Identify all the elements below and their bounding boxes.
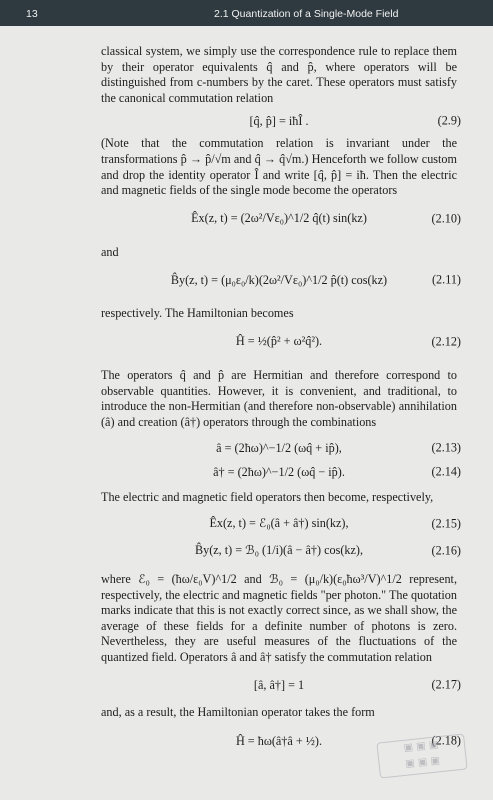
equation-2-11 [101,260,461,300]
equation-2-17-expr: [â, â†] = 1 [253,677,305,692]
equation-2-12-number: (2.12) [431,334,461,349]
equation-2-14-expr: â† = (2ħω)^−1/2 (ωq̂ − ip̂). [213,464,345,479]
equation-2-15-number: (2.15) [431,516,461,531]
equation-2-10-expr: Êx(z, t) = (2ω²/Vε₀)^1/2 q̂(t) sin(kz) [191,211,367,226]
equation-2-12 [101,322,461,362]
equation-2-11-number: (2.11) [432,272,461,287]
paragraph-2: (Note that the commutation relation is invariant under the transformations p̂ → p̂/√m and q̂ → q̂√m.) Henceforth we follow custom and drop the identity operator Î and write [q̂, p̂] = iħ. Then the electric and magnetic fields of the single mode become the operators [101,136,457,198]
paragraph-4: respectively. The Hamiltonian becomes [101,306,294,321]
page-number: 13 [26,8,38,20]
equation-2-10-number: (2.10) [431,211,461,226]
equation-2-9 [101,106,461,136]
watermark-stamp: ▣ ▣ ▣ ▣ ▣ ▣ [376,733,467,778]
equation-2-9-expr: [q̂, p̂] = iħÎ . [249,113,309,128]
paragraph-5: The operators q̂ and p̂ are Hermitian and therefore correspond to observable quantities. However, it is convenient, and traditional, to introduce the non-Hermitian (and therefore non-observable) annihilation (â) and creation (â†) operators through the combinations [101,367,457,429]
equation-2-14 [101,460,461,484]
equation-2-16-expr: B̂y(z, t) = ℬ₀ (1/i)(â − â†) cos(kz), [194,543,363,558]
paragraph-7: where ℰ₀ = (ħω/ε₀V)^1/2 and ℬ₀ = (μ₀/k)(ε₀ħω³/V)^1/2 represent, respectively, the electric and magnetic fields "per photon." The quotation marks indicate that this is not exactly correct since, as we shall show, the average of these fields for a definite number of photons is zero. Nevertheless, they are useful measures of the fluctuations of the quantized field. Operators â and â† satisfy the commutation relation [101,571,457,664]
equation-2-17 [101,665,461,705]
equation-2-13-number: (2.13) [431,440,461,455]
paragraph-8: and, as a result, the Hamiltonian operator takes the form [101,705,375,720]
equation-2-13 [101,436,461,460]
equation-2-17-number: (2.17) [431,677,461,692]
equation-2-16-number: (2.16) [431,543,461,558]
paragraph-1: classical system, we simply use the correspondence rule to replace them by their operator equivalents q̂ and p̂, where operators will be distinguished from c-numbers by the caret. These operators must satisfy the canonical commutation relation [101,44,457,105]
equation-2-9-number: (2.9) [437,113,461,128]
page-header [0,0,493,26]
paragraph-3: and [101,244,119,259]
equation-2-18-number: (2.18) [431,733,461,748]
section-title: 2.1 Quantization of a Single-Mode Field [214,8,399,20]
equation-2-10 [101,199,461,239]
equation-2-18-expr: Ĥ = ħω(â†â + ½). [235,733,323,748]
equation-2-15 [101,512,461,536]
equation-2-13-expr: â = (2ħω)^−1/2 (ωq̂ + ip̂), [216,440,342,455]
equation-2-15-expr: Êx(z, t) = ℰ₀(â + â†) sin(kz), [209,516,349,531]
page-body [101,44,461,761]
equation-2-14-number: (2.14) [431,464,461,479]
equation-2-11-expr: B̂y(z, t) = (μ₀ε₀/k)(2ω²/Vε₀)^1/2 p̂(t) cos(kz) [170,272,388,287]
paragraph-6: The electric and magnetic field operators then become, respectively, [101,490,434,505]
equation-2-12-expr: Ĥ = ½(p̂² + ω²q̂²). [235,334,323,349]
equation-2-16 [101,536,461,566]
